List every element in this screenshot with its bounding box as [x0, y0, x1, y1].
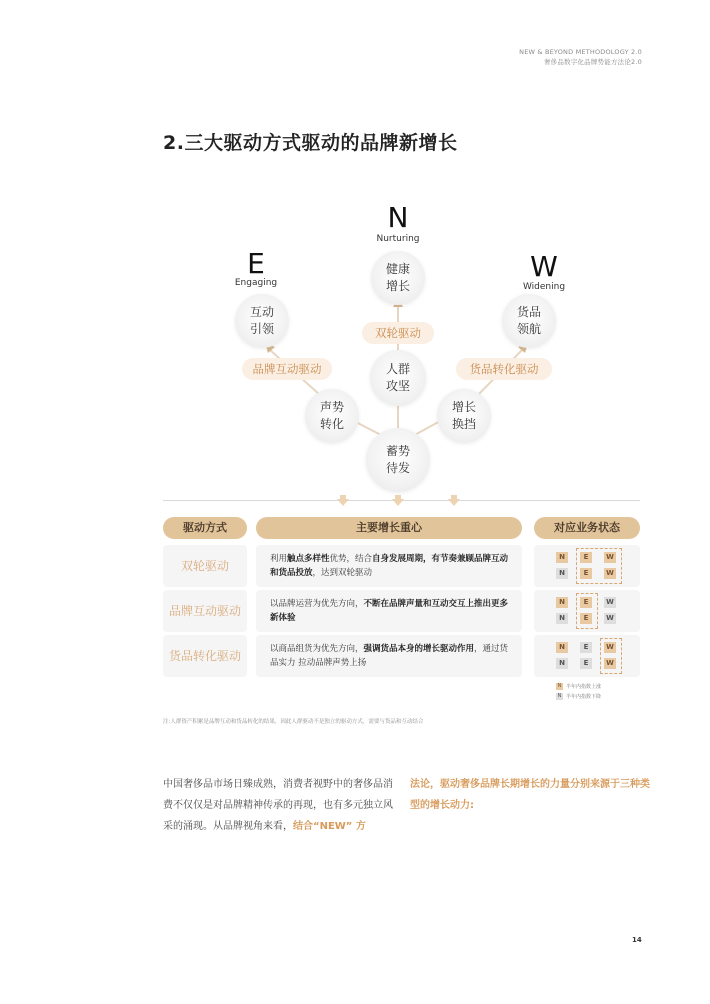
legend-down-label: 半年内指数下降	[566, 694, 602, 700]
row-desc-bold: 不断在品牌声量和互动交互上推出更多新体验	[270, 599, 509, 623]
header-business-state: 对应业务状态	[534, 517, 640, 539]
node-growth-shift-label: 增长 换挡	[451, 400, 476, 431]
node-goods-lead	[502, 294, 556, 348]
word-nurturing: Nurturing	[376, 234, 420, 244]
node-momentum-convert	[305, 389, 359, 443]
node-crowd-attack	[370, 350, 426, 406]
word-widening: Widening	[522, 282, 566, 292]
row-desc-bold: 触点多样性	[287, 554, 330, 564]
row-status-goods	[534, 635, 640, 677]
status-box-e: E	[580, 658, 592, 669]
pill-dual-drive: 双轮驱动	[362, 322, 434, 344]
row-label-dual: 双轮驱动	[163, 545, 247, 587]
row-label-brand: 品牌互动驱动	[163, 590, 247, 632]
status-box-w: W	[604, 552, 616, 563]
node-brand-interact-lead	[235, 294, 289, 348]
legend-down	[556, 693, 601, 701]
row-desc-bold: 自身发展周期，有节奏兼顾品牌互动和货品投放	[270, 554, 509, 578]
letter-n: N	[387, 201, 409, 234]
row-status-dual	[534, 545, 640, 587]
row-desc-text: 以品牌运营为优先方向，	[270, 599, 364, 609]
status-box-e: E	[580, 613, 592, 624]
header-drive-method: 驱动方式	[163, 517, 247, 539]
node-momentum-convert-label: 声势 转化	[319, 400, 344, 431]
node-crowd-attack-label: 人群 攻坚	[385, 362, 410, 393]
row-label-goods: 货品转化驱动	[163, 635, 247, 677]
body-highlight: 结合“NEW” 方	[293, 821, 366, 832]
status-highlight	[576, 593, 598, 629]
row-desc-goods	[256, 635, 522, 677]
row-desc-brand	[256, 590, 522, 632]
status-box-n: N	[556, 597, 568, 608]
status-box-n: N	[556, 658, 568, 669]
letter-e: E	[247, 247, 265, 280]
status-box-n: N	[556, 568, 568, 579]
node-growth-shift	[437, 389, 491, 443]
row-desc-text: 利用	[270, 554, 288, 564]
status-box-e: E	[580, 597, 592, 608]
node-healthy-growth-label: 健康 增长	[385, 262, 410, 293]
row-desc-text: ，达到双轮驱动	[312, 568, 373, 578]
status-box-n: N	[556, 552, 568, 563]
node-brand-interact-lead-label: 互动 引领	[249, 305, 274, 336]
node-goods-lead-label: 货品 领航	[516, 305, 541, 336]
header-line-2: 奢侈品数字化品牌势能方法论2.0	[543, 58, 642, 66]
status-box-w: W	[604, 642, 616, 653]
footnote: 注:人群资产积累是品牌互动和货品转化的结果，因此人群驱动不是独立的驱动方式，需要与货品和互动结合	[163, 719, 424, 725]
page-number: 14	[632, 936, 642, 944]
down-arrow-icon	[337, 495, 349, 506]
row-desc-text: 优势，结合	[329, 554, 373, 564]
node-ready	[366, 428, 430, 492]
body-text: 中国奢侈品市场日臻成熟，消费者视野中的奢侈品消费不仅仅是对品牌精神传承的再现，也有多元独立风采的涌现。从品牌视角来看，	[163, 779, 393, 832]
status-box-w: W	[604, 658, 616, 669]
body-paragraph-left	[163, 774, 398, 837]
node-ready-label: 蓄势 待发	[385, 444, 410, 475]
header-growth-focus: 主要增长重心	[256, 517, 522, 539]
word-engaging: Engaging	[234, 278, 278, 288]
status-box-n: N	[556, 642, 568, 653]
status-box-w: W	[604, 568, 616, 579]
letter-w: W	[530, 250, 558, 283]
header-line-1: NEW & BEYOND METHODOLOGY 2.0	[519, 48, 642, 56]
page-title: 2.三大驱动方式驱动的品牌新增长	[163, 132, 458, 154]
status-box-w: W	[604, 597, 616, 608]
pill-goods-drive: 货品转化驱动	[456, 358, 552, 380]
legend-up-label: 半年内指数上涨	[566, 684, 602, 690]
pill-brand-drive: 品牌互动驱动	[242, 358, 332, 380]
row-desc-text: 以商品组货为优先方向，	[270, 644, 364, 654]
down-arrow-icon	[392, 495, 404, 506]
status-highlight	[600, 638, 622, 674]
status-highlight	[576, 548, 622, 584]
status-box-e: E	[580, 568, 592, 579]
status-box-e: E	[580, 642, 592, 653]
row-desc-text: ，通过货品实力 拉动品牌声势上扬	[270, 644, 509, 668]
status-box-e: E	[580, 552, 592, 563]
status-box-n: N	[556, 613, 568, 624]
body-paragraph-right: 法论，驱动奢侈品牌长期增长的力量分别来源于三种类型的增长动力:	[410, 779, 650, 811]
status-box-w: W	[604, 613, 616, 624]
legend-swatch-up: N	[557, 683, 562, 689]
legend-swatch-down: N	[557, 693, 562, 699]
node-healthy-growth	[371, 251, 425, 305]
row-status-brand	[534, 590, 640, 632]
down-arrow-icon	[448, 495, 460, 506]
row-desc-bold: 强调货品本身的增长驱动作用	[363, 644, 475, 654]
legend-up	[556, 683, 601, 691]
row-desc-dual	[256, 545, 522, 587]
